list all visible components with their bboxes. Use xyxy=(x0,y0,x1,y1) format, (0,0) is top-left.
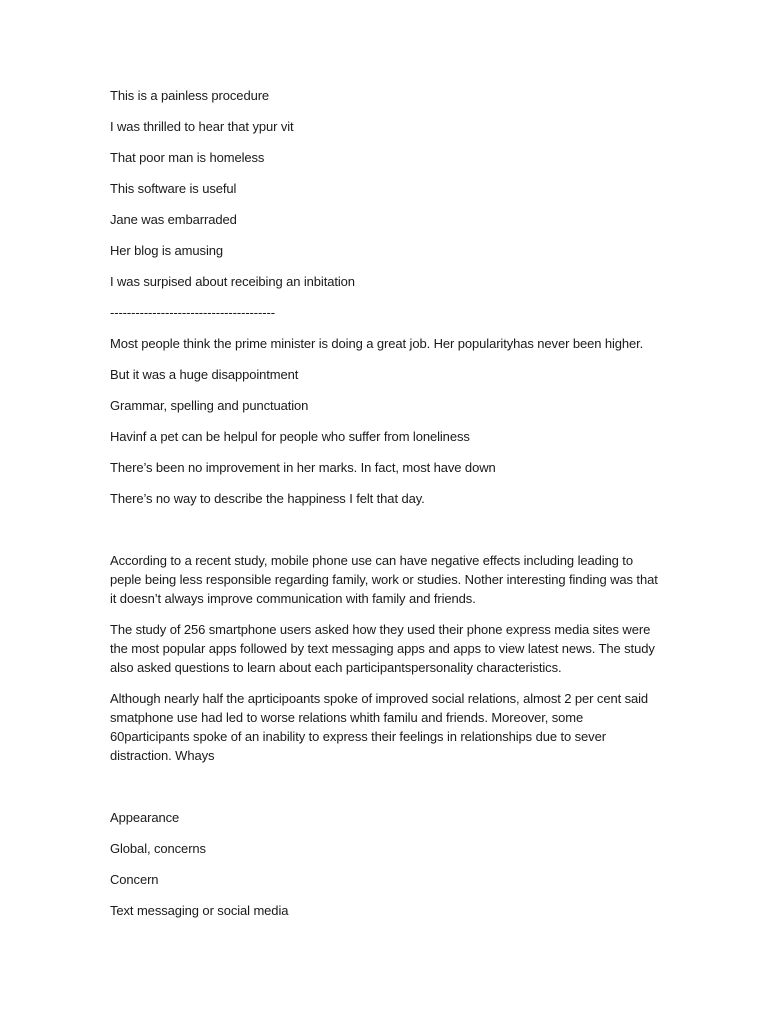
body-paragraph: The study of 256 smartphone users asked how they used their phone express media sites were the most popular apps followed by text messaging apps and apps to view latest news. The study also asked questions to learn about each participantspersonality characteristics. xyxy=(110,622,655,675)
sentence-line: That poor man is homeless xyxy=(110,150,265,165)
document-body xyxy=(110,86,660,932)
sentence-line: I was surpised about receibing an inbitation xyxy=(110,274,355,289)
dashed-separator: --------------------------------------- xyxy=(110,305,275,320)
sentence-line: Havinf a pet can be helpul for people who suffer from loneliness xyxy=(110,429,470,444)
sentence-line: Grammar, spelling and punctuation xyxy=(110,398,309,413)
sentence-line: But it was a huge disappointment xyxy=(110,367,299,382)
sentence-line: This is a painless procedure xyxy=(110,88,270,103)
word-line: Global, concerns xyxy=(110,841,206,856)
study-paragraphs xyxy=(110,551,660,765)
sentence-line: Jane was embarraded xyxy=(110,212,237,227)
sentence-line: Her blog is amusing xyxy=(110,243,223,258)
sentence-line: I was thrilled to hear that ypur vit xyxy=(110,119,294,134)
section-spacer xyxy=(110,520,660,551)
sentence-line: This software is useful xyxy=(110,181,237,196)
body-paragraph: Although nearly half the aprticipoants spoke of improved social relations, almost 2 per cent said smatphone use had led to worse relations whith familu and friends. Moreover, some 60participants spoke of an inability to express their feelings in relationships due to sever distraction. Whays xyxy=(110,691,649,763)
body-paragraph: According to a recent study, mobile phone use can have negative effects including leading to peple being less responsible regarding family, work or studies. Nother interesting finding was that it doesn’t always improve communication with family and friends. xyxy=(110,553,658,606)
word-line: Text messaging or social media xyxy=(110,903,289,918)
sentence-list-2 xyxy=(110,334,660,508)
sentence-list-1 xyxy=(110,86,660,322)
sentence-line: There’s no way to describe the happiness I felt that day. xyxy=(110,491,425,506)
word-line: Concern xyxy=(110,872,159,887)
sentence-line: There’s been no improvement in her marks. In fact, most have down xyxy=(110,460,496,475)
word-line: Appearance xyxy=(110,810,180,825)
word-list xyxy=(110,808,660,920)
sentence-line: Most people think the prime minister is doing a great job. Her popularityhas never been higher. xyxy=(110,336,644,351)
section-spacer xyxy=(110,777,660,808)
